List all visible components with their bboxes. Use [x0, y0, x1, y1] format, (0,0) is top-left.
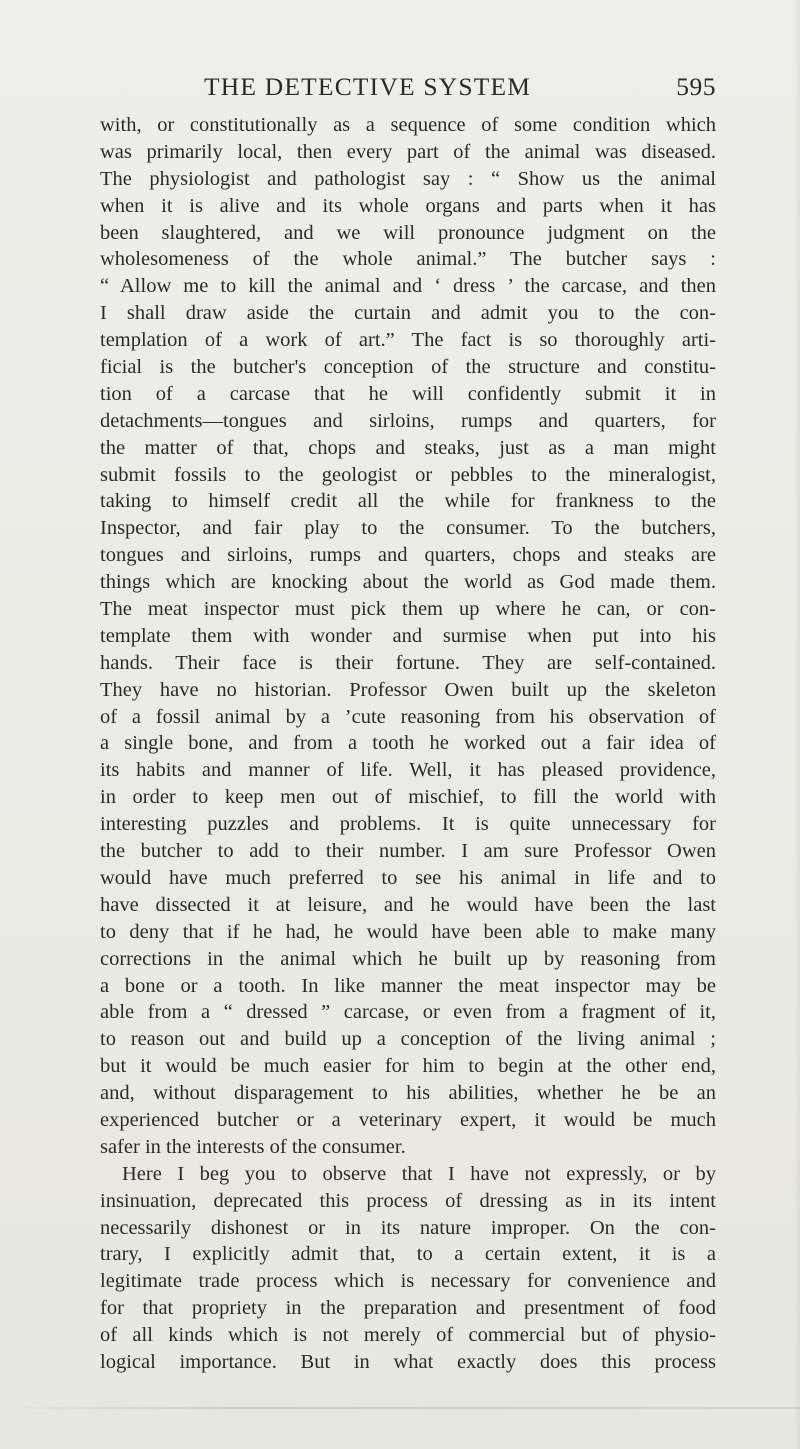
text-line: tion of a carcase that he will confidently submit it in [100, 382, 716, 405]
text-line: and, without disparagement to his abilities, whether he be an [100, 1082, 716, 1105]
text-line: of all kinds which is not merely of commercial but of physio- [100, 1324, 716, 1347]
text-line: for that propriety in the preparation and presentment of food [100, 1297, 716, 1320]
paragraph-end-line: safer in the interests of the consumer. [100, 1135, 406, 1158]
text-line: with, or constitutionally as a sequence of some condition which [100, 114, 716, 136]
text-line: been slaughtered, and we will pronounce judgment on the [100, 221, 716, 244]
text-line: to reason out and build up a conception of the living animal ; [100, 1028, 716, 1051]
text-line: when it is alive and its whole organs and parts when it has [100, 194, 716, 217]
text-line: to deny that if he had, he would have been able to make many [100, 920, 716, 943]
scan-bottom-edge [0, 1407, 800, 1409]
text-line: its habits and manner of life. Well, it has pleased providence, [100, 759, 716, 782]
running-title: THE DETECTIVE SYSTEM [204, 72, 532, 101]
text-line: experienced butcher or a veterinary expert, it would be much [100, 1108, 716, 1131]
text-line: a bone or a tooth. In like manner the meat inspector may be [100, 974, 716, 997]
text-line: insinuation, deprecated this process of dressing as in its intent [100, 1189, 716, 1212]
text-line: ficial is the butcher's conception of the structure and constitu- [100, 356, 716, 379]
text-line: things which are knocking about the world as God made them. [100, 571, 716, 594]
page-number: 595 [676, 72, 716, 101]
text-line: have dissected it at leisure, and he would have been the last [100, 893, 716, 916]
text-line: the butcher to add to their number. I am sure Professor Owen [100, 840, 716, 863]
text-line: in order to keep men out of mischief, to fill the world with [100, 786, 716, 809]
text-line: detachments—tongues and sirloins, rumps and quarters, for [100, 409, 716, 432]
text-line: The meat inspector must pick them up where he can, or con- [100, 598, 716, 621]
text-line: necessarily dishonest or in its nature improper. On the con- [100, 1216, 716, 1239]
text-line: legitimate trade process which is necessary for convenience and [100, 1270, 716, 1293]
text-line: hands. Their face is their fortune. They are self-contained. [100, 651, 716, 674]
text-line: I shall draw aside the curtain and admit you to the con- [100, 302, 716, 325]
running-head [100, 70, 716, 104]
text-line: was primarily local, then every part of the animal was diseased. [100, 140, 716, 163]
text-line: of a fossil animal by a ’cute reasoning from his observation of [100, 705, 716, 728]
text-line: trary, I explicitly admit that, to a certain extent, it is a [100, 1243, 716, 1266]
body-text [100, 112, 716, 1376]
text-line: templation of a work of art.” The fact is so thoroughly arti- [100, 329, 716, 352]
paragraph-start-line: Here I beg you to observe that I have not expressly, or by [122, 1162, 716, 1185]
text-line: wholesomeness of the whole animal.” The butcher says : [100, 248, 716, 271]
text-line: taking to himself credit all the while for frankness to the [100, 490, 716, 513]
text-line: corrections in the animal which he built up by reasoning from [100, 947, 716, 970]
text-line: Inspector, and fair play to the consumer. To the butchers, [100, 517, 716, 540]
text-line: but it would be much easier for him to begin at the other end, [100, 1055, 716, 1078]
page-edge-shadow [794, 0, 800, 1449]
text-line: a single bone, and from a tooth he worked out a fair idea of [100, 732, 716, 755]
text-line: would have much preferred to see his animal in life and to [100, 866, 716, 889]
text-line: They have no historian. Professor Owen built up the skeleton [100, 678, 716, 701]
text-line: the matter of that, chops and steaks, just as a man might [100, 436, 716, 459]
text-line: interesting puzzles and problems. It is quite unnecessary for [100, 813, 716, 836]
text-line: tongues and sirloins, rumps and quarters, chops and steaks are [100, 544, 716, 567]
text-line: “ Allow me to kill the animal and ‘ dress ’ the carcase, and then [100, 275, 716, 298]
text-line: The physiologist and pathologist say : “ Show us the animal [100, 167, 716, 190]
text-line: logical importance. But in what exactly does this process [100, 1350, 716, 1373]
text-line: able from a “ dressed ” carcase, or even from a fragment of it, [100, 1001, 716, 1024]
text-line: template them with wonder and surmise when put into his [100, 624, 716, 647]
text-line: submit fossils to the geologist or pebbles to the mineralogist, [100, 463, 716, 486]
